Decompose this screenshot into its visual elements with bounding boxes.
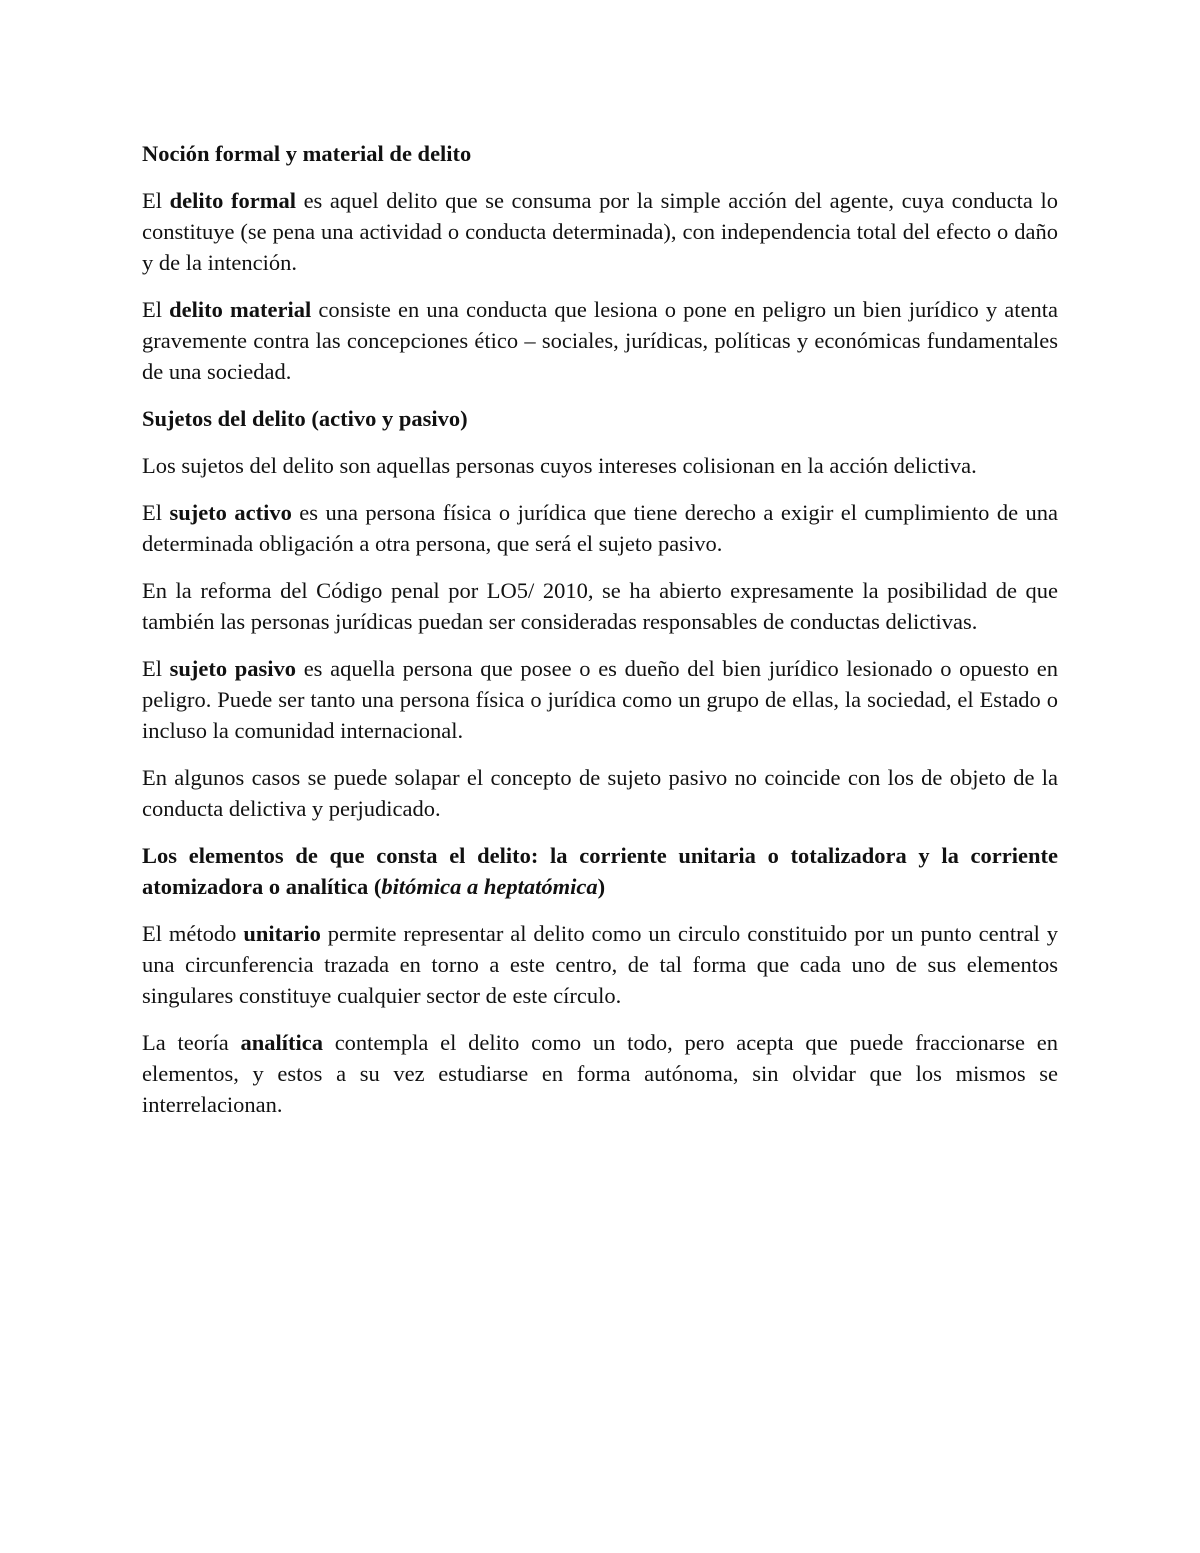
text: La teoría (142, 1030, 241, 1055)
heading-text: Los elementos de que consta el delito: la corriente unitaria o totalizadora y la corriente atomizadora o analítica ( (142, 843, 1058, 899)
bold-term: unitario (243, 921, 321, 946)
heading-italic-text: bitómica a heptatómica (381, 874, 598, 899)
text: El método (142, 921, 244, 946)
paragraph-sujetos-intro: Los sujetos del delito son aquellas personas cuyos intereses colisionan en la acción delictiva. (142, 453, 977, 478)
heading-text: ) (597, 874, 606, 899)
paragraph-teoria-analitica (142, 1027, 1058, 1120)
bold-term: sujeto pasivo (169, 656, 297, 681)
bold-term: delito material (169, 297, 312, 322)
text: El (142, 188, 170, 213)
text: es una persona física o jurídica que tiene derecho a exigir el cumplimiento de una determinada obligación a otra persona, que será el sujeto pasivo. (142, 500, 1058, 556)
paragraph-delito-material (142, 294, 1058, 387)
text: El (142, 656, 170, 681)
text: El (142, 500, 170, 525)
paragraph-reforma: En la reforma del Código penal por LO5/ 2010, se ha abierto expresamente la posibilidad de que también las personas jurídicas puedan ser consideradas responsables de conductas delictivas. (142, 578, 1058, 634)
text: es aquel delito que se consuma por la simple acción del agente, cuya conducta lo constituye (se pena una actividad o conducta determinada), con independencia total del efecto o daño y de la intención. (142, 188, 1058, 275)
bold-term: sujeto activo (169, 500, 292, 525)
text: permite representar al delito como un circulo constituido por un punto central y una circunferencia trazada en torno a este centro, de tal forma que cada uno de sus elementos singulares constituye cualquier sector de este círculo. (142, 921, 1058, 1008)
bold-term: analítica (240, 1030, 323, 1055)
section-heading-sujetos (142, 403, 1058, 434)
paragraph-solapar: En algunos casos se puede solapar el concepto de sujeto pasivo no coincide con los de objeto de la conducta delictiva y perjudicado. (142, 765, 1058, 821)
document-page (142, 138, 1058, 1136)
text: El (142, 297, 170, 322)
text: consiste en una conducta que lesiona o pone en peligro un bien jurídico y atenta gravemente contra las concepciones ético – sociales, jurídicas, políticas y económicas fundamentales de una sociedad. (142, 297, 1058, 384)
section-heading-elementos (142, 840, 1058, 902)
bold-term: delito formal (169, 188, 296, 213)
section-heading-nocion (142, 138, 1058, 169)
text: es aquella persona que posee o es dueño del bien jurídico lesionado o opuesto en peligro. Puede ser tanto una persona física o jurídica como un grupo de ellas, la sociedad, el Estado o incluso la comunidad internacional. (142, 656, 1058, 743)
paragraph-sujeto-pasivo (142, 653, 1058, 746)
text: contempla el delito como un todo, pero acepta que puede fraccionarse en elementos, y estos a su vez estudiarse en forma autónoma, sin olvidar que los mismos se interrelacionan. (142, 1030, 1058, 1117)
paragraph-delito-formal (142, 185, 1058, 278)
paragraph-sujeto-activo (142, 497, 1058, 559)
heading-text: Noción formal y material de delito (142, 141, 472, 166)
heading-text: Sujetos del delito (activo y pasivo) (142, 406, 468, 431)
paragraph-metodo-unitario (142, 918, 1058, 1011)
